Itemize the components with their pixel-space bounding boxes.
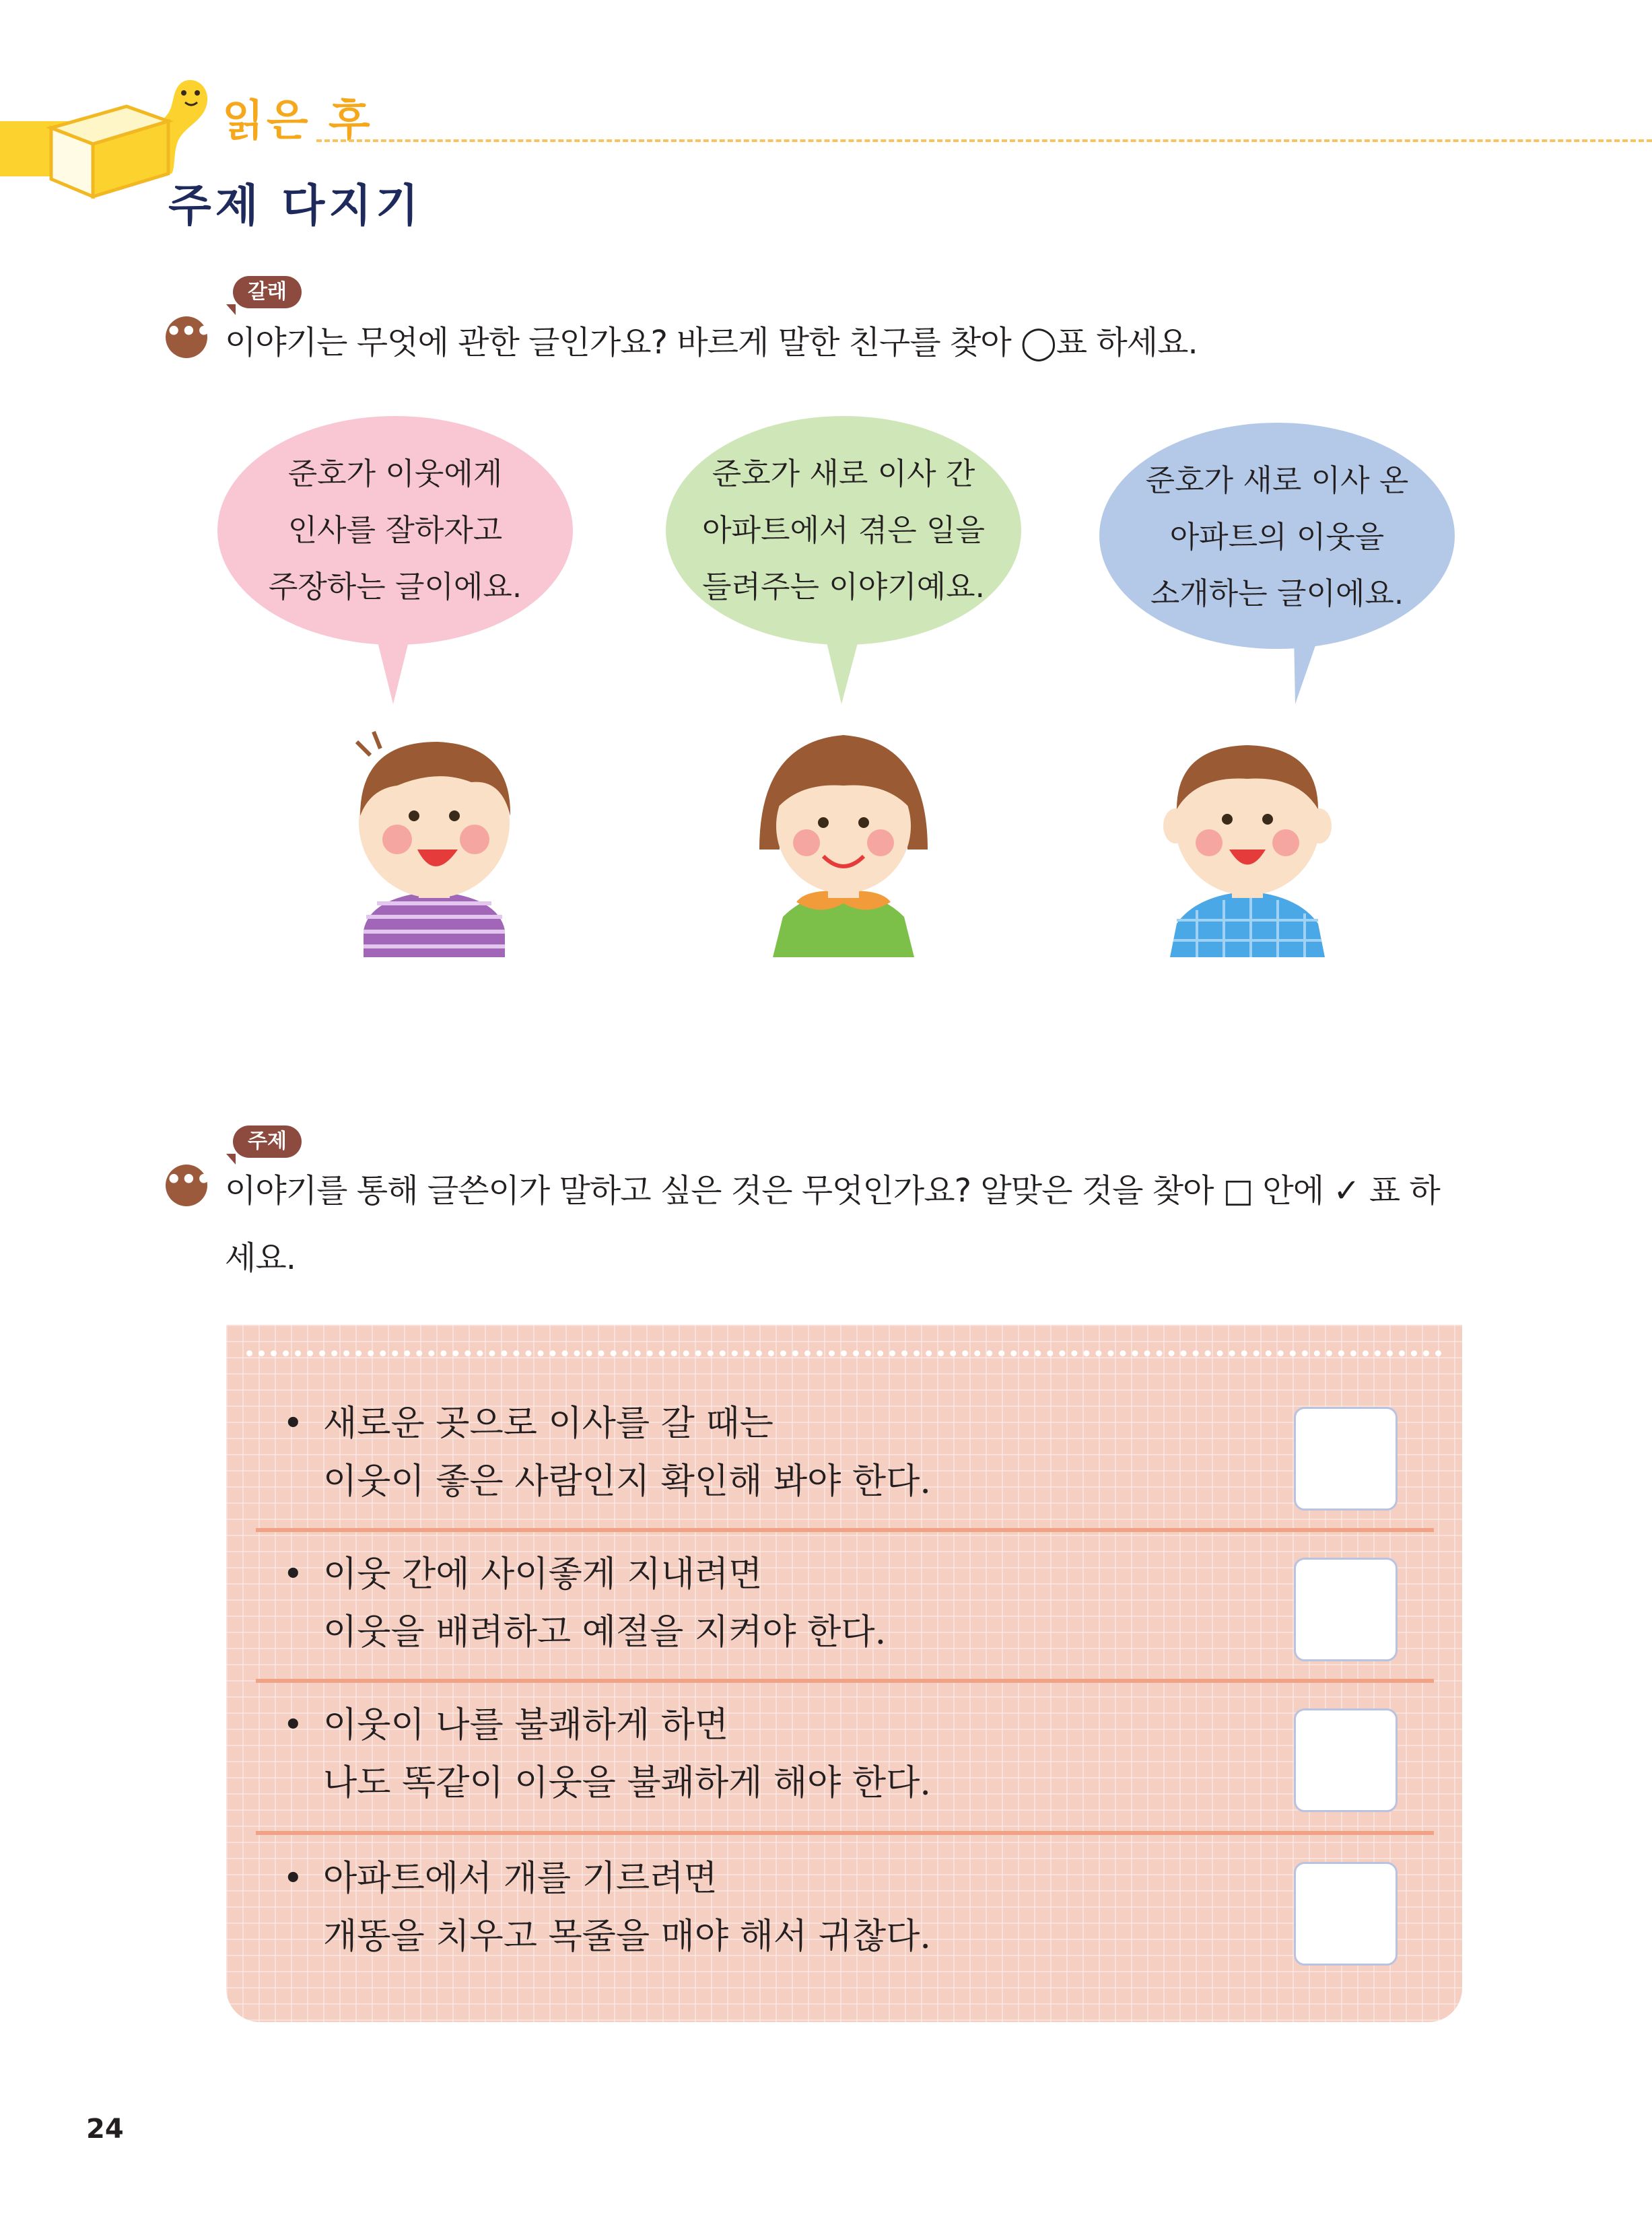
- speech-bubble-3-text: [1099, 423, 1455, 652]
- theme-tag: 주제: [233, 1125, 302, 1158]
- speech-bubble-2-text: [665, 416, 1022, 645]
- bullet: •: [283, 1403, 304, 1444]
- bubble-line: 주장하는 글이에요.: [268, 569, 522, 604]
- bubble-line: 소개하는 글이에요.: [1150, 576, 1404, 611]
- header-divider: [316, 139, 1652, 142]
- theme-tag-tail: [226, 1154, 236, 1165]
- option-3-checkbox[interactable]: [1294, 1708, 1398, 1812]
- question1-text: 이야기는 무엇에 관한 글인가요? 바르게 말한 친구를 찾아 ◯표 하세요.: [225, 324, 1198, 361]
- speech-bubble-icon: •••: [166, 316, 207, 358]
- bubble-line: 준호가 이웃에게: [287, 456, 503, 491]
- option-2-line1: 이웃 간에 사이좋게 지내려면: [323, 1554, 763, 1595]
- option-separator: [256, 1679, 1434, 1683]
- boy-striped-shirt-illustration[interactable]: [343, 715, 525, 957]
- option-3-line2: 나도 똑같이 이웃을 불쾌하게 해야 한다.: [323, 1763, 931, 1803]
- option-4-line2: 개똥을 치우고 목줄을 매야 해서 귀찮다.: [323, 1916, 931, 1957]
- option-3-line1: 이웃이 나를 불쾌하게 하면: [323, 1705, 729, 1745]
- bubble-line: 아파트의 이웃을: [1169, 519, 1385, 555]
- genre-tag: 갈래: [233, 276, 302, 308]
- option-1: [283, 1395, 1293, 1511]
- section-label: 읽은 후: [222, 96, 373, 146]
- section-title: 주제 다지기: [168, 180, 423, 232]
- boy-blue-shirt-illustration[interactable]: [1157, 715, 1338, 957]
- speech-bubble-1-text: [217, 416, 574, 645]
- bubble-line: 인사를 잘하자고: [287, 512, 503, 548]
- genre-tag-tail: [226, 304, 236, 315]
- speech-bubble-3[interactable]: [1099, 416, 1455, 662]
- option-4: [283, 1850, 1293, 1966]
- bubble-line: 아파트에서 겪은 일을: [702, 512, 985, 548]
- question2-text-line2: 세요.: [225, 1239, 296, 1277]
- option-2: [283, 1546, 1293, 1661]
- speech-bubble-2[interactable]: [665, 416, 1022, 662]
- option-2-line2: 이웃을 배려하고 예절을 지켜야 한다.: [323, 1612, 887, 1653]
- option-4-checkbox[interactable]: [1294, 1862, 1398, 1966]
- option-3: [283, 1696, 1293, 1812]
- option-1-line1: 새로운 곳으로 이사를 갈 때는: [323, 1403, 773, 1444]
- bullet: •: [283, 1554, 304, 1595]
- speech-bubble-1[interactable]: [217, 416, 574, 662]
- bullet: •: [283, 1705, 304, 1745]
- panel-dotted-border: [246, 1350, 1442, 1356]
- option-4-line1: 아파트에서 개를 기르려면: [323, 1859, 718, 1899]
- bullet: •: [283, 1859, 304, 1899]
- option-2-checkbox[interactable]: [1294, 1558, 1398, 1661]
- option-separator: [256, 1528, 1434, 1532]
- girl-green-dress-illustration[interactable]: [753, 715, 934, 957]
- page-number: 24: [86, 2114, 124, 2145]
- question2-text-line1: 이야기를 통해 글쓴이가 말하고 싶은 것은 무엇인가요? 알맞은 것을 찾아 □ 안에 ✓ 표 하: [225, 1172, 1440, 1210]
- option-1-line2: 이웃이 좋은 사람인지 확인해 봐야 한다.: [323, 1461, 931, 1502]
- bubble-line: 준호가 새로 이사 온: [1145, 462, 1409, 498]
- option-1-checkbox[interactable]: [1294, 1407, 1398, 1511]
- option-separator: [256, 1831, 1434, 1835]
- speech-bubble-icon: •••: [166, 1165, 207, 1206]
- bubble-line: 들려주는 이야기예요.: [702, 569, 985, 604]
- bubble-line: 준호가 새로 이사 간: [712, 456, 975, 491]
- book-icon: [46, 101, 174, 202]
